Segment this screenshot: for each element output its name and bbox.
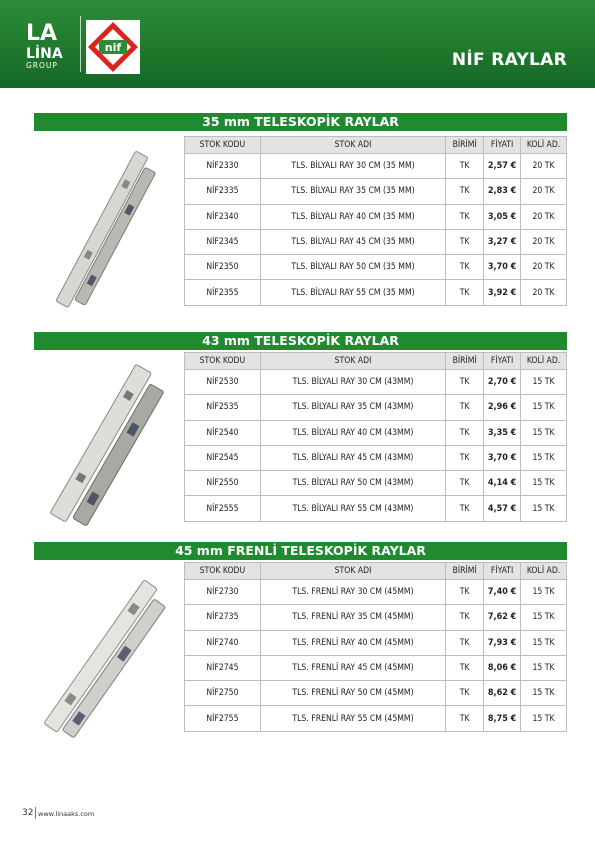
unit: TK	[446, 655, 484, 680]
price: 3,05 €	[484, 204, 521, 229]
stock-name: TLS. FRENLİ RAY 50 CM (45MM)	[260, 681, 445, 706]
unit: TK	[446, 370, 484, 395]
stock-code: NİF2350	[185, 255, 261, 280]
stock-code: NİF2345	[185, 229, 261, 254]
stock-name: TLS. FRENLİ RAY 35 CM (45MM)	[260, 605, 445, 630]
box-qty: 15 TK	[521, 395, 567, 420]
section-title: 45 mm FRENLİ TELESKOPİK RAYLAR	[175, 543, 426, 558]
stock-name: TLS. BİLYALI RAY 55 CM (35 MM)	[260, 280, 445, 305]
column-header: FİYATI	[484, 563, 521, 580]
nif-logo-text: nif	[104, 41, 122, 54]
table-row	[185, 229, 567, 254]
section-title: 35 mm TELESKOPİK RAYLAR	[202, 114, 399, 129]
logo-separator	[80, 16, 81, 72]
lalina-logo-line2: LİNA	[26, 46, 63, 62]
price: 4,57 €	[484, 496, 521, 521]
stock-name: TLS. FRENLİ RAY 55 CM (45MM)	[260, 706, 445, 731]
footer-separator	[35, 807, 36, 819]
section-45mm-soft-close	[34, 542, 567, 742]
unit: TK	[446, 280, 484, 305]
stock-name: TLS. BİLYALI RAY 40 CM (43MM)	[260, 420, 445, 445]
price: 7,40 €	[484, 580, 521, 605]
column-header: STOK ADI	[260, 137, 445, 154]
price: 2,96 €	[484, 395, 521, 420]
box-qty: 20 TK	[521, 255, 567, 280]
unit: TK	[446, 179, 484, 204]
section-35mm	[34, 113, 567, 313]
section-43mm	[34, 332, 567, 532]
stock-name: TLS. BİLYALI RAY 35 CM (35 MM)	[260, 179, 445, 204]
unit: TK	[446, 681, 484, 706]
lalina-logo-line3: GROUP	[26, 61, 58, 70]
column-header: KOLİ AD.	[521, 563, 567, 580]
price: 8,06 €	[484, 655, 521, 680]
box-qty: 15 TK	[521, 370, 567, 395]
table-header-row	[185, 353, 567, 370]
stock-name: TLS. BİLYALI RAY 45 CM (43MM)	[260, 445, 445, 470]
stock-code: NİF2735	[185, 605, 261, 630]
stock-name: TLS. BİLYALI RAY 35 CM (43MM)	[260, 395, 445, 420]
stock-code: NİF2330	[185, 154, 261, 179]
unit: TK	[446, 580, 484, 605]
stock-name: TLS. BİLYALI RAY 40 CM (35 MM)	[260, 204, 445, 229]
box-qty: 15 TK	[521, 471, 567, 496]
column-header: KOLİ AD.	[521, 353, 567, 370]
stock-name: TLS. BİLYALI RAY 50 CM (43MM)	[260, 471, 445, 496]
unit: TK	[446, 605, 484, 630]
price: 3,35 €	[484, 420, 521, 445]
unit: TK	[446, 471, 484, 496]
table-row	[185, 280, 567, 305]
stock-code: NİF2355	[185, 280, 261, 305]
table-row	[185, 204, 567, 229]
price-table	[184, 562, 567, 732]
box-qty: 15 TK	[521, 706, 567, 731]
price: 2,70 €	[484, 370, 521, 395]
unit: TK	[446, 154, 484, 179]
price: 8,62 €	[484, 681, 521, 706]
price: 2,83 €	[484, 179, 521, 204]
column-header: FİYATI	[484, 137, 521, 154]
unit: TK	[446, 229, 484, 254]
soft-close-rail-image	[34, 570, 184, 760]
table-row	[185, 706, 567, 731]
stock-code: NİF2755	[185, 706, 261, 731]
box-qty: 15 TK	[521, 605, 567, 630]
column-header: STOK KODU	[185, 353, 261, 370]
table-row	[185, 420, 567, 445]
price: 3,92 €	[484, 280, 521, 305]
price: 4,14 €	[484, 471, 521, 496]
stock-name: TLS. BİLYALI RAY 30 CM (35 MM)	[260, 154, 445, 179]
table-row	[185, 370, 567, 395]
column-header: BİRİMİ	[446, 563, 484, 580]
box-qty: 20 TK	[521, 204, 567, 229]
stock-name: TLS. BİLYALI RAY 30 CM (43MM)	[260, 370, 445, 395]
stock-name: TLS. BİLYALI RAY 45 CM (35 MM)	[260, 229, 445, 254]
price-table	[184, 352, 567, 522]
column-header: KOLİ AD.	[521, 137, 567, 154]
nif-logo	[86, 20, 140, 74]
stock-name: TLS. BİLYALI RAY 55 CM (43MM)	[260, 496, 445, 521]
table-row	[185, 496, 567, 521]
column-header: STOK ADI	[260, 353, 445, 370]
lalina-logo-line1: LA	[26, 21, 58, 46]
column-header: FİYATI	[484, 353, 521, 370]
price: 2,57 €	[484, 154, 521, 179]
unit: TK	[446, 255, 484, 280]
table-row	[185, 580, 567, 605]
table-header-row	[185, 563, 567, 580]
unit: TK	[446, 395, 484, 420]
box-qty: 15 TK	[521, 681, 567, 706]
telescopic-rail-image	[34, 354, 184, 544]
box-qty: 20 TK	[521, 229, 567, 254]
stock-code: NİF2550	[185, 471, 261, 496]
unit: TK	[446, 445, 484, 470]
stock-name: TLS. BİLYALI RAY 50 CM (35 MM)	[260, 255, 445, 280]
footer-url[interactable]: www.linaaks.com	[38, 810, 95, 818]
section-title: 43 mm TELESKOPİK RAYLAR	[202, 333, 399, 348]
price: 8,75 €	[484, 706, 521, 731]
box-qty: 15 TK	[521, 655, 567, 680]
stock-code: NİF2740	[185, 630, 261, 655]
box-qty: 15 TK	[521, 420, 567, 445]
stock-code: NİF2340	[185, 204, 261, 229]
price: 7,62 €	[484, 605, 521, 630]
price: 7,93 €	[484, 630, 521, 655]
stock-code: NİF2730	[185, 580, 261, 605]
table-row	[185, 655, 567, 680]
stock-code: NİF2535	[185, 395, 261, 420]
unit: TK	[446, 420, 484, 445]
box-qty: 20 TK	[521, 280, 567, 305]
stock-code: NİF2555	[185, 496, 261, 521]
table-row	[185, 395, 567, 420]
table-row	[185, 154, 567, 179]
box-qty: 20 TK	[521, 179, 567, 204]
price: 3,70 €	[484, 445, 521, 470]
page-title: NİF RAYLAR	[451, 50, 567, 70]
unit: TK	[446, 630, 484, 655]
column-header: STOK KODU	[185, 137, 261, 154]
stock-name: TLS. FRENLİ RAY 30 CM (45MM)	[260, 580, 445, 605]
stock-code: NİF2540	[185, 420, 261, 445]
table-row	[185, 471, 567, 496]
column-header: STOK ADI	[260, 563, 445, 580]
price: 3,27 €	[484, 229, 521, 254]
stock-code: NİF2545	[185, 445, 261, 470]
box-qty: 15 TK	[521, 630, 567, 655]
stock-code: NİF2335	[185, 179, 261, 204]
column-header: BİRİMİ	[446, 137, 484, 154]
page-header	[0, 0, 595, 88]
box-qty: 15 TK	[521, 445, 567, 470]
telescopic-rail-image	[34, 138, 184, 328]
table-row	[185, 445, 567, 470]
stock-code: NİF2530	[185, 370, 261, 395]
box-qty: 15 TK	[521, 580, 567, 605]
table-header-row	[185, 137, 567, 154]
stock-name: TLS. FRENLİ RAY 40 CM (45MM)	[260, 630, 445, 655]
stock-name: TLS. FRENLİ RAY 45 CM (45MM)	[260, 655, 445, 680]
price: 3,70 €	[484, 255, 521, 280]
page-number: 32	[22, 808, 34, 818]
unit: TK	[446, 496, 484, 521]
table-row	[185, 255, 567, 280]
table-row	[185, 179, 567, 204]
box-qty: 20 TK	[521, 154, 567, 179]
stock-code: NİF2750	[185, 681, 261, 706]
unit: TK	[446, 706, 484, 731]
lalina-group-logo	[26, 18, 74, 72]
table-row	[185, 630, 567, 655]
stock-code: NİF2745	[185, 655, 261, 680]
column-header: STOK KODU	[185, 563, 261, 580]
price-table	[184, 136, 567, 306]
unit: TK	[446, 204, 484, 229]
box-qty: 15 TK	[521, 496, 567, 521]
table-row	[185, 605, 567, 630]
table-row	[185, 681, 567, 706]
column-header: BİRİMİ	[446, 353, 484, 370]
